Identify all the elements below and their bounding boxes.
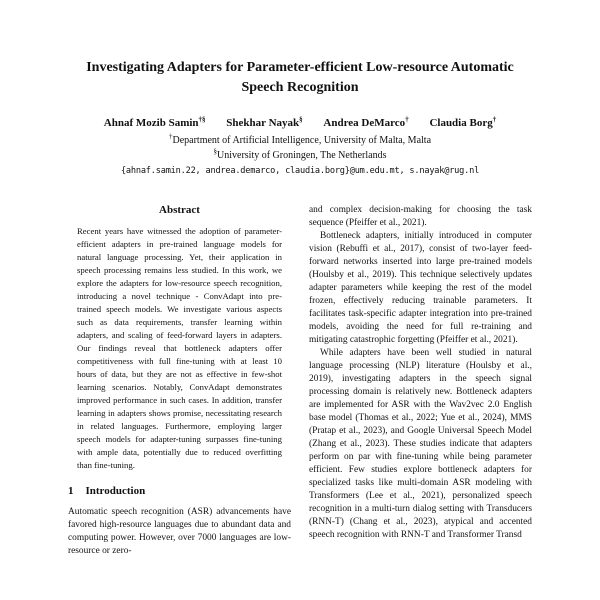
author	[429, 117, 496, 129]
affiliation-text: University of Groningen, The Netherlands	[217, 149, 387, 161]
author-line	[68, 117, 532, 129]
affiliation-text: Department of Artificial Intelligence, University of Malta, Malta	[172, 135, 432, 147]
affiliations	[68, 134, 532, 163]
left-column	[68, 204, 291, 558]
paper-title: Investigating Adapters for Parameter-efficient Low-resource Automatic Speech Recognition	[86, 60, 514, 95]
body-paragraph: and complex decision-making for choosing the task sequence (Pfeiffer et al., 2021).	[309, 205, 532, 229]
author-name: Shekhar Nayak	[226, 117, 300, 130]
section-number: 1	[68, 485, 74, 498]
affiliation-mark: §	[213, 147, 217, 156]
abstract-text: Recent years have witnessed the adoption of parameter-efficient adapters in pre-trained language models for natural language processing. Yet, their application in speech processing remains less studied. In this work, we explore the adapters for low-resource speech recognition, introducing a novel technique - ConvAdapt into pre-trained speech models. We investigate various aspects such as data requirements, transfer learning within adapters, and scaling of feed-forward layers in adapters. Our findings reveal that bottleneck adapters offer competitiveness with full fine-tuning with at least 10 hours of data, but they are not as effective in few-shot learning scenarios. Notably, ConvAdapt demonstrates improved performance in such cases. In addition, transfer learning in adapters shows promise, necessitating research in related languages. Furthermore, employing larger speech models for adapter-tuning surpasses fine-tuning with ample data, potentially due to reduced overfitting than fine-tuning.	[77, 226, 282, 471]
author	[104, 117, 206, 129]
two-column-body	[68, 204, 532, 558]
body-paragraph: While adapters have been well studied in natural language processing (NLP) literature (Houlsby et al., 2019), investigating adapters in the speech signal processing domain is relatively new. Bottleneck adapters are implemented for ASR with the Wav2vec 2.0 English base model (Thomas et al., 2022; Yue et al., 2024), MMS (Pratap et al., 2023), and Google Universal Speech Model (Zhang et al., 2023). These studies indicate that adapters perform on par with fine-tuning while being parameter efficient. Few studies explore bottleneck adapters for specialized tasks like multi-domain ASR modeling with Transformers (Lee et al., 2021), personalized speech recognition in a multi-turn dialog setting with Transducers (RNN-T) (Chang et al., 2023), atypical and accented speech recognition with RNN-T and Transformer Transd	[309, 348, 532, 541]
author	[226, 117, 302, 129]
right-column	[309, 204, 532, 558]
abstract-heading: Abstract	[159, 204, 200, 217]
affiliation	[68, 149, 532, 164]
section-title: Introduction	[85, 485, 146, 498]
author-name: Ahnaf Mozib Samin	[103, 117, 199, 130]
affiliation-mark: †	[168, 132, 173, 141]
author-affil-marks: †	[492, 115, 497, 124]
intro-paragraph: Automatic speech recognition (ASR) advancements have favored high-resource languages due to abundant data and computing power. However, over 7000 languages are low-resource or zero-	[68, 507, 291, 557]
section-heading-introduction	[68, 485, 291, 497]
email-line: {ahnaf.samin.22, andrea.demarco, claudia.borg}@um.edu.mt, s.nayak@rug.nl	[120, 166, 480, 177]
author-affil-marks: §	[299, 115, 303, 124]
author-affil-marks: †	[405, 115, 409, 124]
author	[323, 117, 408, 129]
body-paragraph: Bottleneck adapters, initially introduced in computer vision (Rebuffi et al., 2017), consist of two-layer feed-forward networks inserted into large pre-trained models (Houlsby et al., 2019). This technique selectively updates adapter parameters while keeping the rest of the model frozen, effectively reducing trainable parameters. It facilitates task-specific adapter integration into pre-trained models, avoiding the need for full re-training and mitigating catastrophic forgetting (Pfeiffer et al., 2021).	[309, 231, 532, 346]
author-name: Andrea DeMarco	[323, 117, 406, 130]
affiliation	[68, 134, 532, 149]
author-affil-marks: †§	[198, 115, 206, 124]
author-name: Claudia Borg	[429, 117, 493, 130]
